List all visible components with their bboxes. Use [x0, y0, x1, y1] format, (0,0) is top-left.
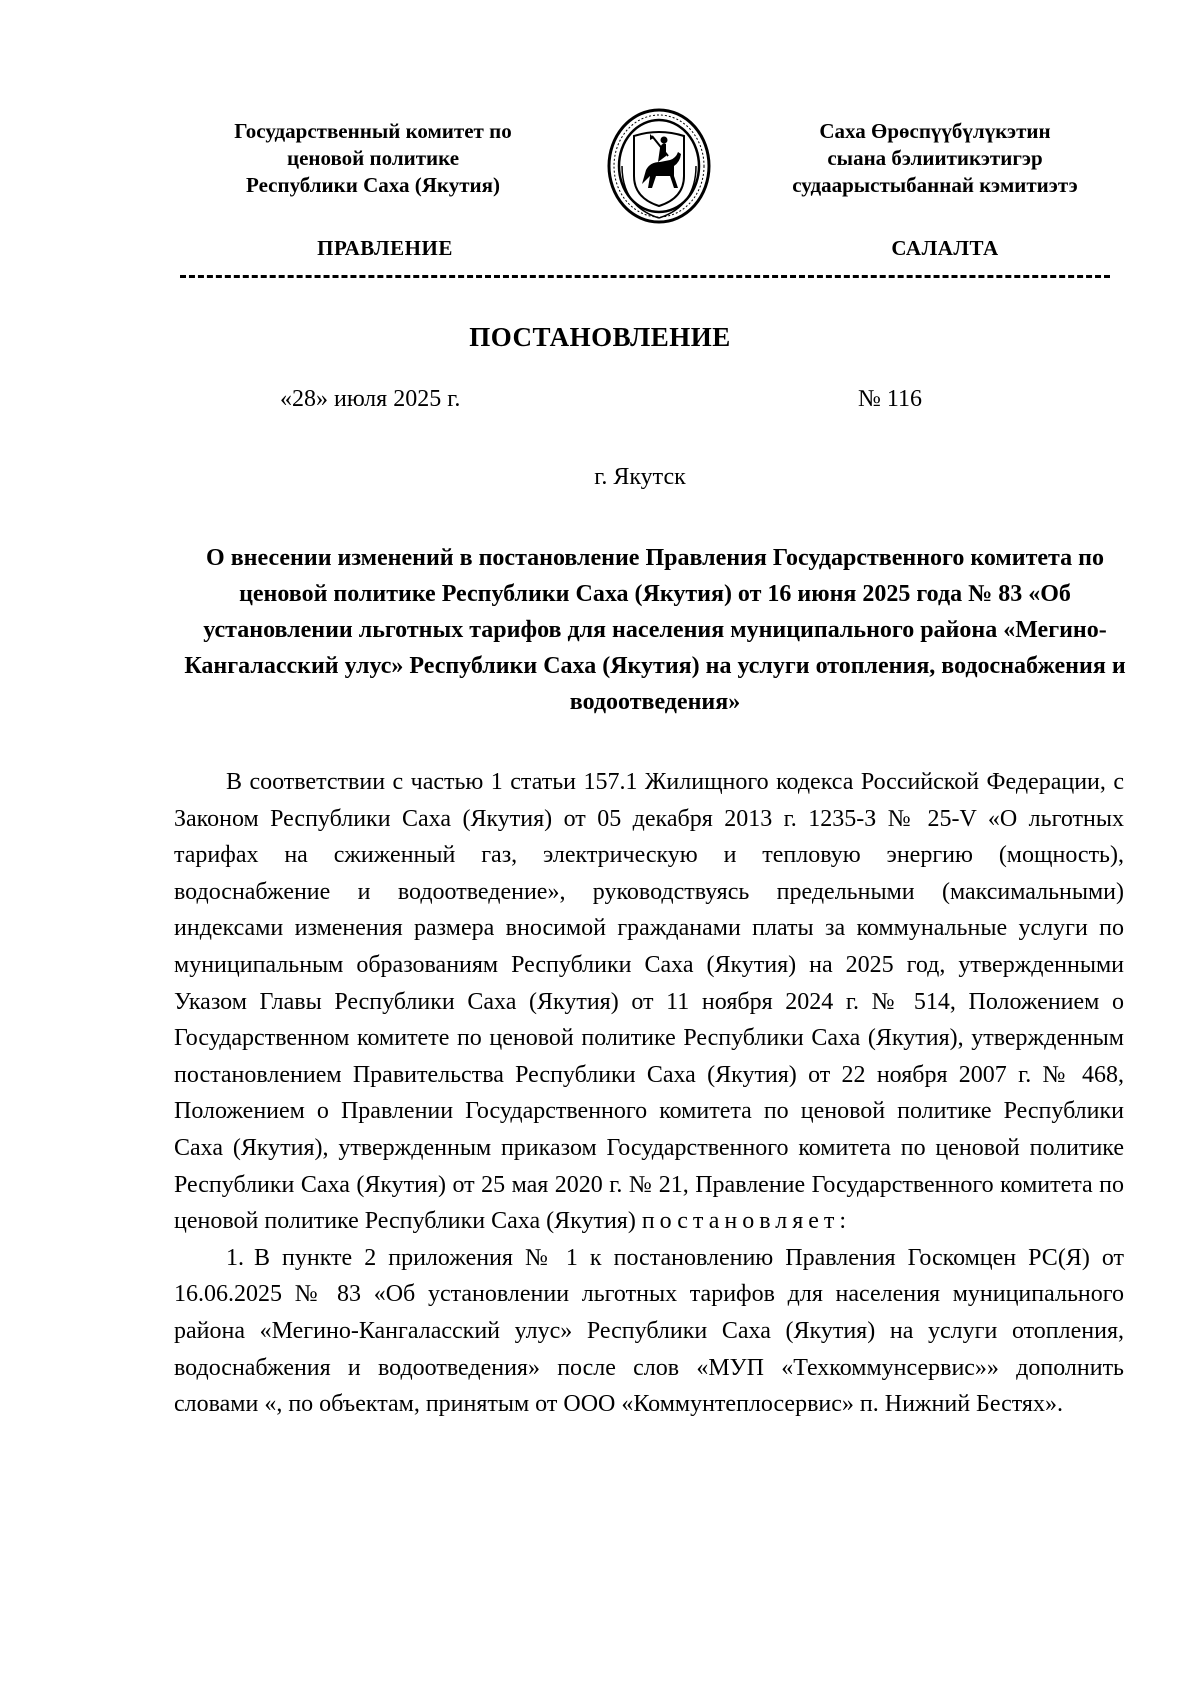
header-divider	[180, 275, 1110, 278]
preamble-paragraph	[174, 764, 1124, 1240]
header-left-line: Республики Саха (Якутия)	[246, 173, 500, 197]
coat-of-arms-sakha-icon	[606, 106, 712, 226]
document-number: № 116	[858, 386, 923, 412]
item-number: 1.	[226, 1244, 244, 1271]
header-right-line: сыана бэлиитикэтигэр	[827, 146, 1043, 170]
document-city: г. Якутск	[594, 464, 686, 490]
header-right-line: Саха Өрөспүүбүлүкэтин	[819, 119, 1051, 143]
item-text: В пункте 2 приложения № 1 к постановлению Правления Госкомцен РС(Я) от 16.06.2025 № 83 «Об установлении льготных тарифов для населения муниципального района «Мегино-Кангаласский улус» Республики Саха (Якутия) на услуги отопления, водоснабжения и водоотведения» после слов «МУП «Техкоммунсервис»» дополнить словами «, по объектам, принятым от ООО «Коммунтеплосервис» п. Нижний Бестях».	[174, 1244, 1124, 1418]
document-title: О внесении изменений в постановление Правления Государственного комитета по ценовой политике Республики Саха (Якутия) от 16 июня 2025 года № 83 «Об установлении льготных тарифов для населения муниципального района «Мегино-Кангаласский улус» Республики Саха (Якутия) на услуги отопления, водоснабжения и водоотведения»	[184, 545, 1126, 715]
header-left-org-name	[188, 118, 558, 199]
list-item	[174, 1240, 1124, 1423]
document-body	[174, 764, 1124, 1423]
header-left-line: ценовой политике	[286, 146, 460, 170]
document-type-heading: ПОСТАНОВЛЕНИЕ	[469, 322, 731, 352]
department-right: САЛАЛТА	[891, 236, 999, 260]
department-left: ПРАВЛЕНИЕ	[317, 236, 453, 260]
preamble-verb: постановляет:	[641, 1208, 852, 1235]
header-left-line: Государственный комитет по	[234, 119, 512, 143]
preamble-text: В соответствии с частью 1 статьи 157.1 Жилищного кодекса Российской Федерации, с Законом Республики Саха (Якутия) от 05 декабря 2013 г. 1235-З № 25-V «О льготных тарифах на сжиженный газ, электрическую и тепловую энергию (мощность), водоснабжение и водоотведение», руководствуясь предельными (максимальными) индексами изменения размера вносимой гражданами платы за коммунальные услуги по муниципальным образованиям Республики Саха (Якутия) на 2025 год, утвержденными Указом Главы Республики Саха (Якутия) от 11 ноября 2024 г. № 514, Положением о Государственном комитете по ценовой политике Республики Саха (Якутия), утвержденным постановлением Правительства Республики Саха (Якутия) от 22 ноября 2007 г. № 468, Положением о Правлении Государственного комитета по ценовой политике Республики Саха (Якутия), утвержденным приказом Государственного комитета по ценовой политике Республики Саха (Якутия) от 25 мая 2020 г. № 21, Правление Государственного комитета по ценовой политике Республики Саха (Якутия)	[174, 769, 1124, 1235]
header-right-org-name	[740, 118, 1130, 199]
header-right-line: судаарыстыбаннай кэмитиэтэ	[792, 173, 1078, 197]
document-date: «28» июля 2025 г.	[280, 386, 461, 412]
